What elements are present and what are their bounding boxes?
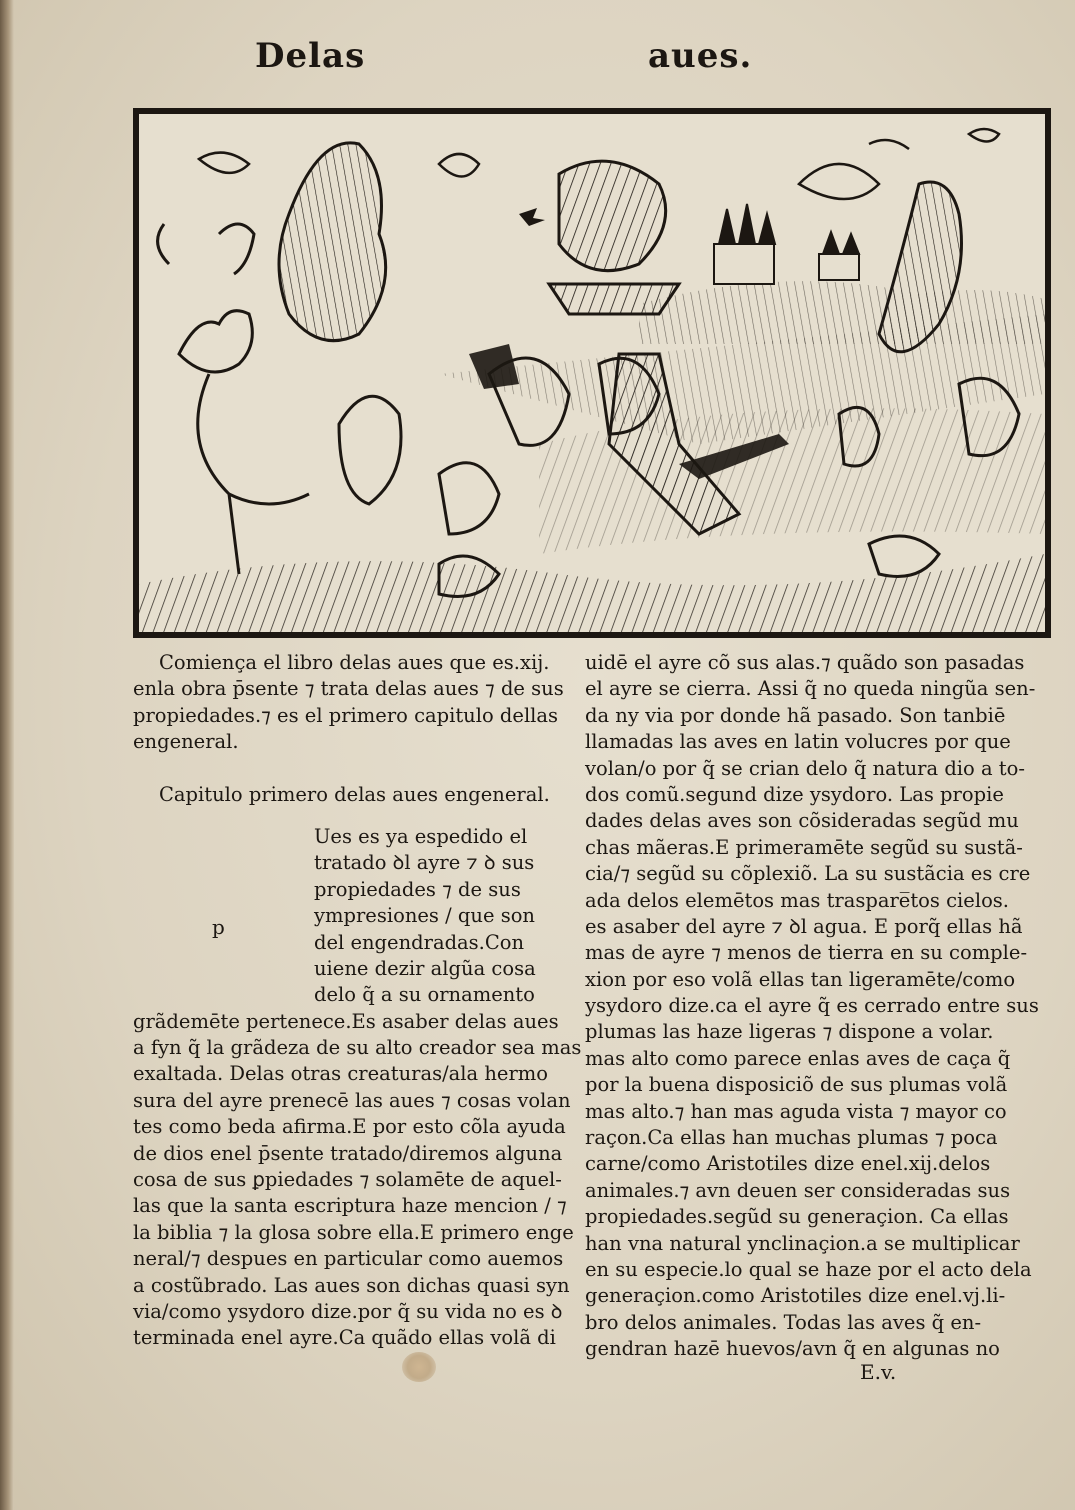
text-line: gendran hazē huevos/avn q̃ en algunas no: [585, 1337, 1000, 1361]
text-line: de dios enel p̄sente tratado/diremos alguna: [133, 1141, 563, 1165]
text-line: propiedades.segũd su generaçion. Ca ellas: [585, 1205, 1009, 1229]
text-line: raçon.Ca ellas han muchas plumas ⁊ poca: [585, 1126, 998, 1150]
text-line: grãdemēte pertenece.Es asaber delas aues: [133, 1009, 559, 1033]
text-line: la biblia ⁊ la glosa sobre ella.E primero enge: [133, 1220, 574, 1244]
text-line: sura del ayre prenecē las aues ⁊ cosas volan: [133, 1088, 571, 1112]
text-line: da ny via por donde hã pasado. Son tanbiē: [585, 703, 1006, 727]
text-line: en su especie.lo qual se haze por el acto dela: [585, 1257, 1032, 1281]
incipit-line: engeneral.: [133, 730, 239, 754]
incipit-line: Comiença el libro delas aues que es.xij.: [159, 651, 550, 674]
text-line: el ayre se cierra. Assi q̃ no queda ningũa sen-: [585, 677, 1036, 701]
guide-letter: p: [212, 915, 225, 939]
text-line: generaçion.como Aristotiles dize enel.vj.li-: [585, 1284, 1006, 1308]
text-line: exaltada. Delas otras creaturas/ala hermo: [133, 1062, 549, 1086]
text-line: llamadas las aves en latin volucres por que: [585, 730, 1011, 754]
running-head-left: Delas: [255, 36, 366, 76]
text-line: mas de ayre ⁊ menos de tierra en su comple-: [585, 941, 1028, 965]
text-line: animales.⁊ avn deuen ser consideradas sus: [585, 1178, 1011, 1202]
running-head-right: aues.: [648, 36, 753, 76]
text-line: tes como beda afirma.E por esto cõla ayuda: [133, 1115, 566, 1139]
text-line: ysydoro dize.ca el ayre q̃ es cerrado entre sus: [585, 994, 1039, 1018]
text-line: dades delas aves son cõsideradas segũd mu: [585, 809, 1019, 833]
text-line: cosa de sus ꝑpiedades ⁊ solamēte de aquel-: [133, 1168, 562, 1192]
text-line: plumas las haze ligeras ⁊ dispone a volar.: [585, 1020, 994, 1044]
text-line: chas mãeras.E primeramēte segũd su sustã-: [585, 835, 1023, 859]
indented-text-line: del engendradas.Con: [314, 930, 525, 954]
text-line: volan/o por q̃ se crian delo q̃ natura dio a to-: [585, 756, 1025, 780]
text-line: dos comũ.segund dize ysydoro. Las propie: [585, 782, 1004, 806]
paper-stain: [402, 1352, 436, 1382]
text-line: han vna natural ynclinaçion.a se multiplicar: [585, 1231, 1020, 1255]
text-line: ada delos elemētos mas traspare̅tos cielos.: [585, 888, 1010, 912]
text-line: bro delos animales. Todas las aves q̃ en-: [585, 1310, 982, 1334]
text-line: mas alto.⁊ han mas aguda vista ⁊ mayor co: [585, 1099, 1007, 1123]
indented-text-line: ympresiones / que son: [314, 904, 535, 928]
text-line: uidē el ayre cõ sus alas.⁊ quãdo son pasadas: [585, 651, 1025, 674]
signature-mark: E.v.: [860, 1360, 897, 1384]
text-line: via/como ysydoro dize.por q̃ su vida no es ꝺ: [133, 1299, 563, 1323]
chapter-title: Capitulo primero delas aues engeneral.: [159, 782, 550, 806]
text-line: xion por eso volã ellas tan ligeramēte/como: [585, 967, 1016, 991]
text-line: es asaber del ayre ⁊ ꝺl agua. E porq̃ ellas hã: [585, 914, 1023, 938]
indented-text-line: propiedades ⁊ de sus: [314, 877, 521, 901]
text-line: a costũbrado. Las aues son dichas quasi syn: [133, 1273, 570, 1297]
page-binding-edge: [0, 0, 14, 1510]
indented-text-line: uiene dezir algũa cosa: [314, 956, 536, 980]
text-line: las que la santa escriptura haze mencion / ⁊: [133, 1194, 567, 1218]
right-text-column: [585, 650, 1039, 1363]
text-line: carne/como Aristotiles dize enel.xij.delos: [585, 1152, 991, 1176]
text-line: mas alto como parece enlas aves de caça q̃: [585, 1046, 1011, 1070]
text-line: terminada enel ayre.Ca quãdo ellas volã di: [133, 1326, 556, 1350]
woodcut-illustration: [133, 108, 1051, 638]
indented-text-line: tratado ꝺl ayre ⁊ ꝺ sus: [314, 851, 535, 875]
indented-text-line: delo q̃ a su ornamento: [314, 983, 535, 1007]
text-line: neral/⁊ despues en particular como auemos: [133, 1247, 564, 1271]
incipit-line: enla obra p̄sente ⁊ trata delas aues ⁊ de sus: [133, 677, 564, 701]
text-line: por la buena disposiciõ de sus plumas volã: [585, 1073, 1008, 1097]
left-text-column: [133, 650, 582, 1352]
incipit-line: propiedades.⁊ es el primero capitulo dellas: [133, 703, 559, 727]
text-line: a fyn q̃ la grãdeza de su alto creador sea mas: [133, 1036, 582, 1060]
indented-text-line: Ues es ya espedido el: [314, 824, 528, 848]
text-line: cia/⁊ segũd su cõplexiõ. La su sustãcia es cre: [585, 862, 1031, 886]
birds-woodcut-image: [139, 114, 1045, 632]
